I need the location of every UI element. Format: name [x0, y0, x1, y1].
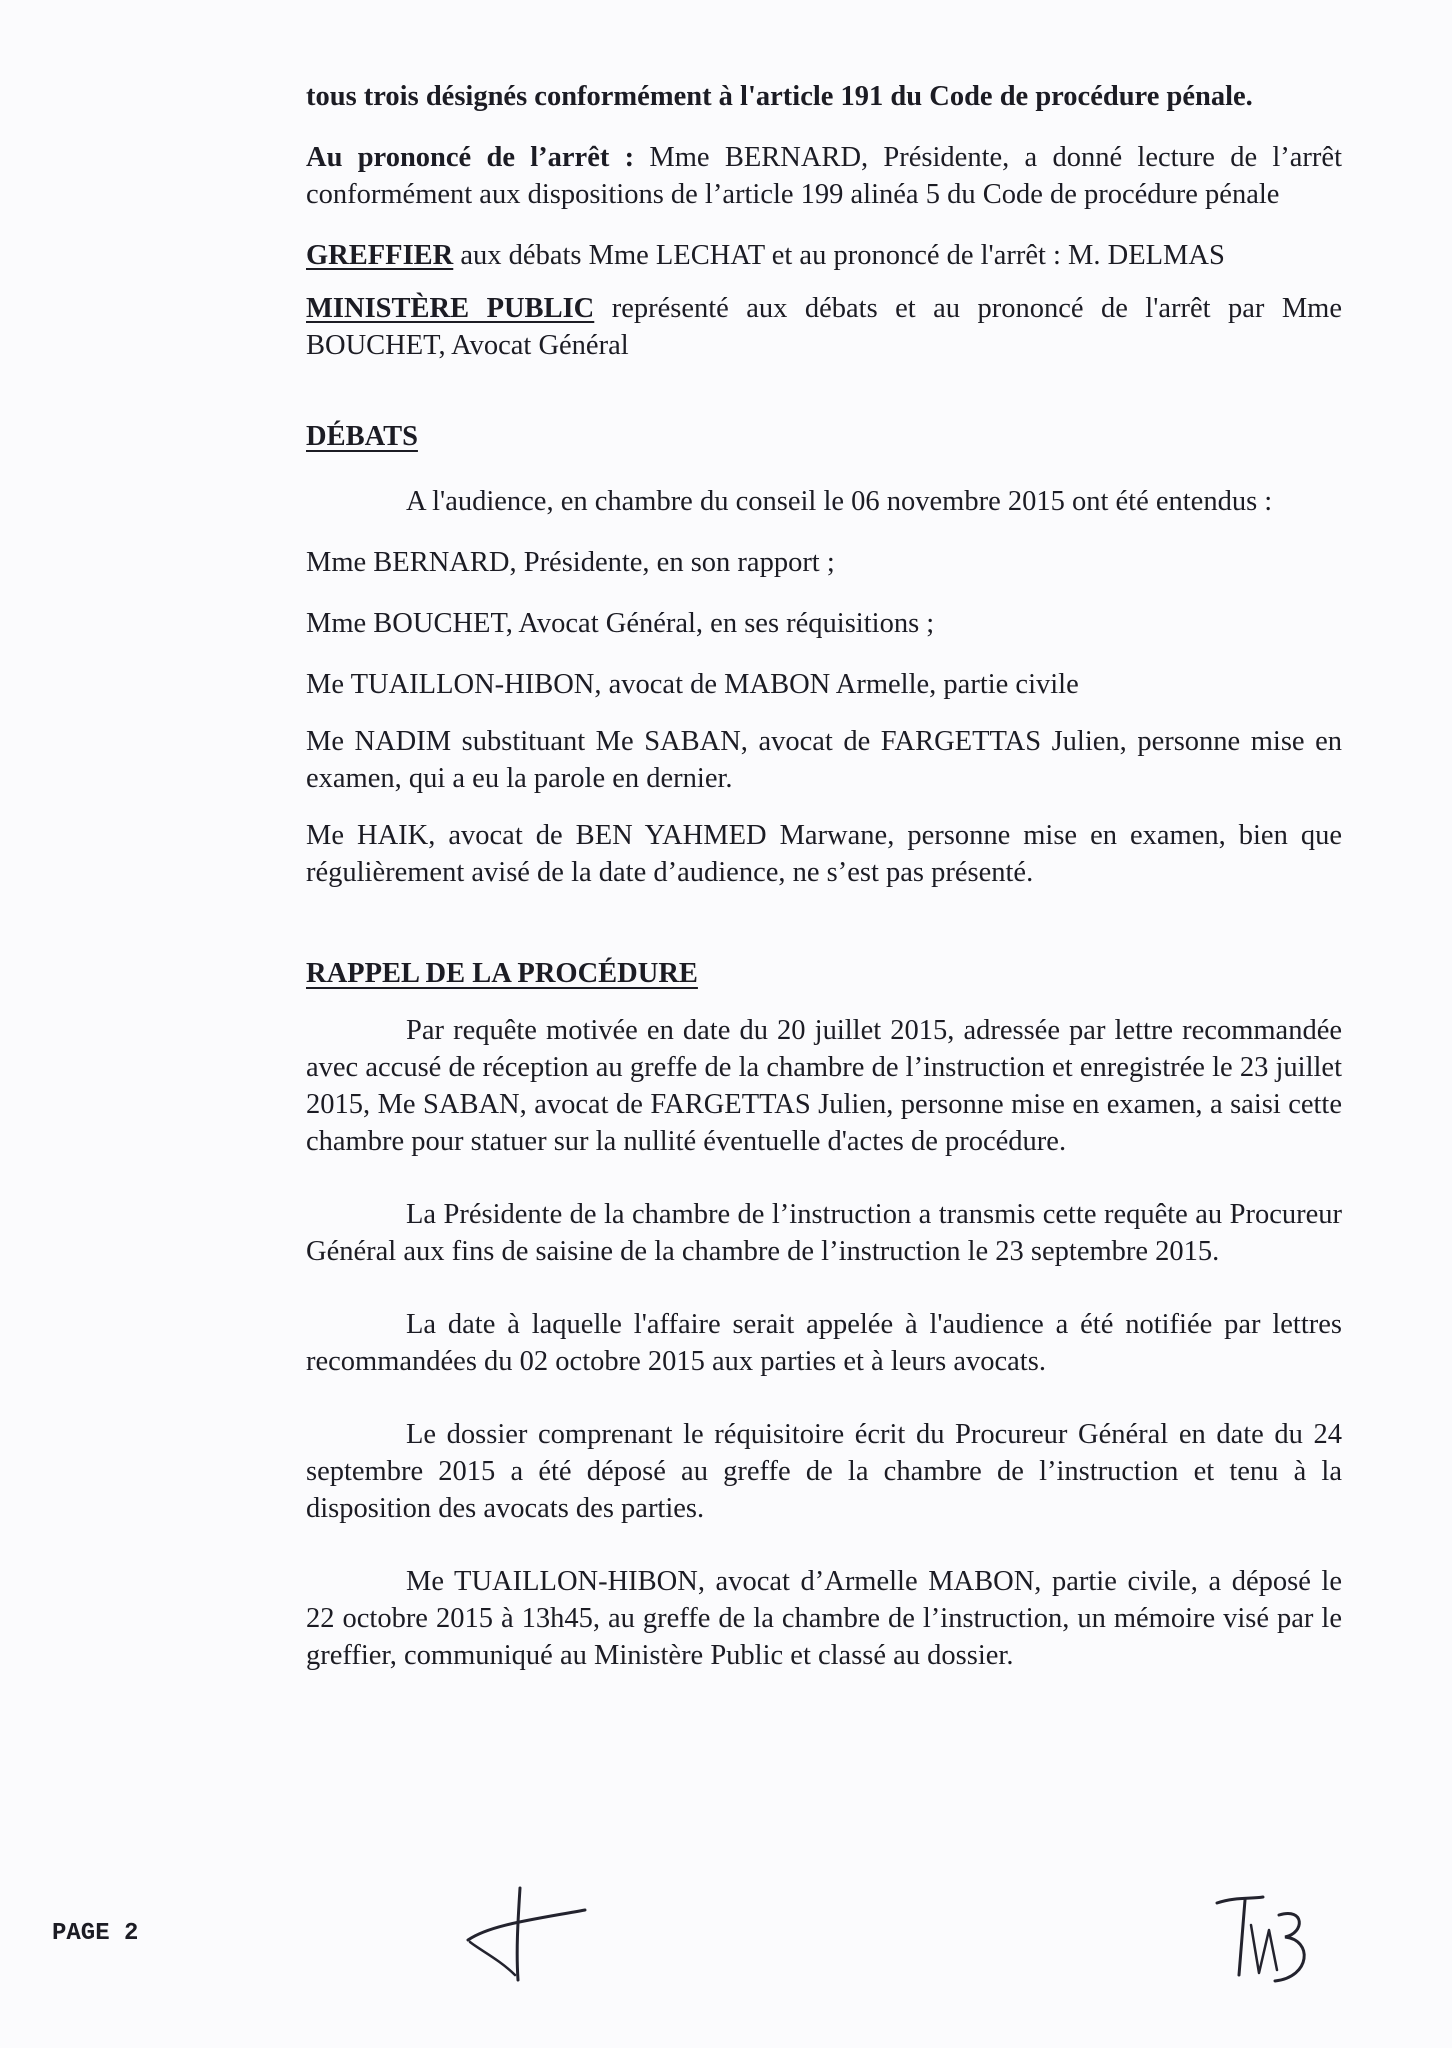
- debats-heading: DÉBATS: [306, 421, 418, 452]
- debats-entry: Mme BERNARD, Présidente, en son rapport ;: [306, 547, 835, 578]
- debats-intro: A l'audience, en chambre du conseil le 06 novembre 2015 ont été entendus :: [406, 486, 1273, 517]
- greffier-paragraph: [306, 237, 1342, 274]
- prononce-text: Mme BERNARD, Présidente, a donné lecture de l’arrêt conformément aux dispositions de l’article 199 alinéa 5 du Code de procédure pénale: [306, 142, 1342, 210]
- debats-entry: Me TUAILLON-HIBON, avocat de MABON Armelle, partie civile: [306, 669, 1079, 700]
- prononce-paragraph: [306, 139, 1342, 213]
- page-number: PAGE 2: [52, 1920, 139, 1947]
- rappel-paragraph: Par requête motivée en date du 20 juillet 2015, adressée par lettre recommandée avec accusé de réception au greffe de la chambre de l’instruction et enregistrée le 23 juillet 2015, Me SABAN, avocat de FARGETTAS Julien, personne mise en examen, a saisi cette chambre pour statuer sur la nullité éventuelle d'actes de procédure.: [306, 1015, 1342, 1157]
- document-body: [306, 78, 1342, 1674]
- signature-initials-left: [460, 1880, 600, 1990]
- rappel-paragraph: La date à laquelle l'affaire serait appelée à l'audience a été notifiée par lettres recommandées du 02 octobre 2015 aux parties et à leurs avocats.: [306, 1309, 1342, 1377]
- debats-entry: Mme BOUCHET, Avocat Général, en ses réquisitions ;: [306, 608, 935, 639]
- ministere-text: représenté aux débats et au prononcé de l'arrêt par Mme BOUCHET, Avocat Général: [306, 293, 1342, 361]
- greffier-label: GREFFIER: [306, 240, 454, 271]
- rappel-paragraph: Me TUAILLON-HIBON, avocat d’Armelle MABON, partie civile, a déposé le 22 octobre 2015 à 13h45, au greffe de la chambre de l’instruction, un mémoire visé par le greffier, communiqué au Ministère Public et classé au dossier.: [306, 1566, 1342, 1671]
- ministere-label: MINISTÈRE PUBLIC: [306, 293, 595, 324]
- rappel-paragraph: La Présidente de la chambre de l’instruction a transmis cette requête au Procureur Général aux fins de saisine de la chambre de l’instruction le 23 septembre 2015.: [306, 1199, 1342, 1267]
- intro-paragraph: tous trois désignés conformément à l'article 191 du Code de procédure pénale.: [306, 81, 1253, 112]
- debats-entry: Me NADIM substituant Me SABAN, avocat de FARGETTAS Julien, personne mise en examen, qui a eu la parole en dernier.: [306, 726, 1342, 794]
- ministere-paragraph: [306, 290, 1342, 364]
- debats-entry: Me HAIK, avocat de BEN YAHMED Marwane, personne mise en examen, bien que régulièrement avisé de la date d’audience, ne s’est pas présenté.: [306, 820, 1342, 888]
- rappel-heading: RAPPEL DE LA PROCÉDURE: [306, 958, 698, 989]
- signature-initials-right: [1205, 1885, 1325, 1995]
- rappel-paragraph: Le dossier comprenant le réquisitoire écrit du Procureur Général en date du 24 septembre 2015 a été déposé au greffe de la chambre de l’instruction et tenu à la disposition des avocats des parties.: [306, 1419, 1342, 1524]
- prononce-label: Au prononcé de l’arrêt :: [306, 142, 635, 173]
- greffier-text: aux débats Mme LECHAT et au prononcé de l'arrêt : M. DELMAS: [453, 240, 1225, 271]
